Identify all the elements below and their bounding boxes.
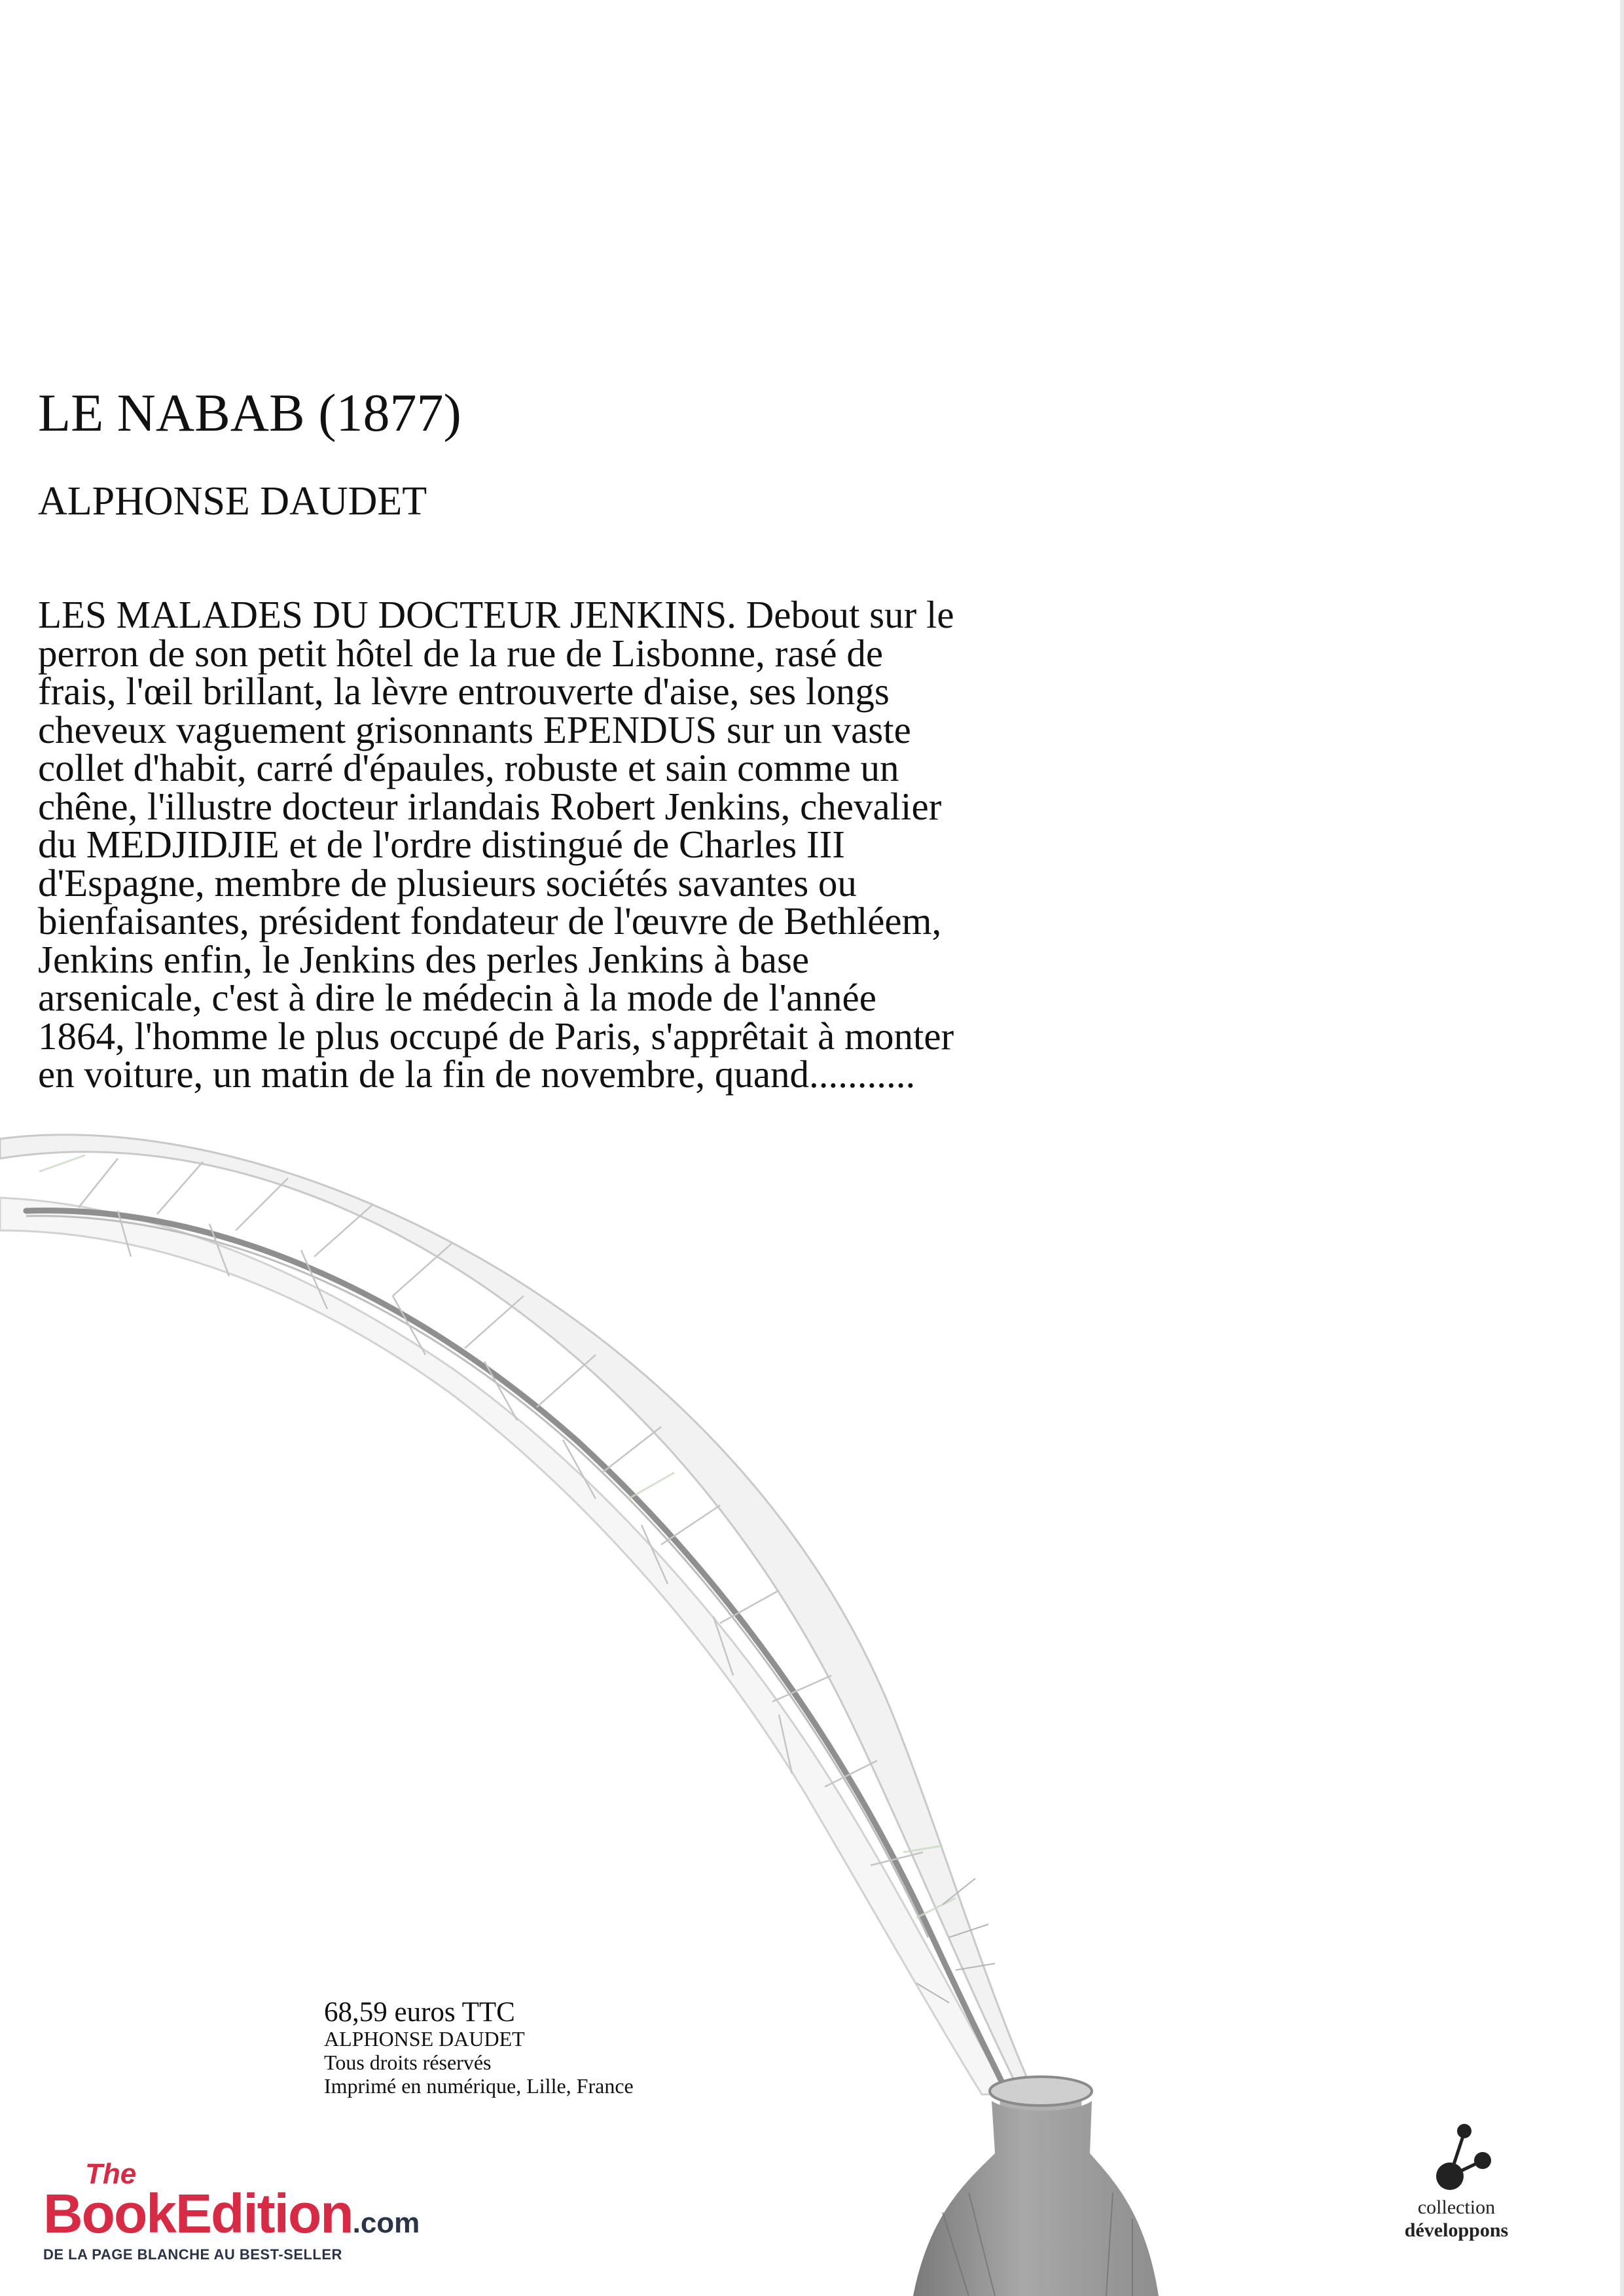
synopsis-line: cheveux vaguement grisonnants EPENDUS sur un vaste — [38, 708, 911, 751]
book-author: ALPHONSE DAUDET — [38, 479, 427, 524]
quill-and-inkwell-icon — [0, 1132, 1165, 2296]
synopsis-line: 1864, l'homme le plus occupé de Paris, s'apprêtait à monter — [38, 1014, 954, 1058]
synopsis-line: arsenicale, c'est à dire le médecin à la mode de l'année — [38, 976, 876, 1019]
imprint-printed: Imprimé en numérique, Lille, France — [324, 2074, 634, 2098]
synopsis-line: bienfaisantes, président fondateur de l'œuvre de Bethléem, — [38, 899, 942, 942]
logo-main: BookEdition — [43, 2183, 353, 2244]
logo-the: The — [85, 2158, 137, 2190]
imprint-block — [324, 1998, 634, 2098]
synopsis-line: frais, l'œil brillant, la lèvre entrouverte d'aise, ses longs — [38, 670, 890, 713]
synopsis — [38, 593, 1255, 1096]
collection-label: collection — [1417, 2197, 1496, 2218]
publisher-slogan: DE LA PAGE BLANCHE AU BEST-SELLER — [43, 2246, 342, 2263]
collection-logo — [1368, 2121, 1545, 2242]
publisher-logo — [43, 2160, 420, 2263]
synopsis-line: chêne, l'illustre docteur irlandais Robert Jenkins, chevalier — [38, 784, 942, 828]
price: 68,59 euros TTC — [324, 1997, 515, 2028]
synopsis-line: LES MALADES DU DOCTEUR JENKINS. Debout sur le — [38, 593, 954, 636]
logo-domain: .com — [352, 2207, 420, 2239]
synopsis-line: collet d'habit, carré d'épaules, robuste et sain comme un — [38, 746, 899, 789]
logo-wordmark — [43, 2183, 420, 2244]
imprint-author: ALPHONSE DAUDET — [324, 2027, 525, 2051]
collection-name: développons — [1404, 2219, 1509, 2241]
synopsis-line: en voiture, un matin de la fin de novembre, quand........... — [38, 1052, 916, 1096]
book-title: LE NABAB (1877) — [38, 383, 461, 442]
synopsis-line: Jenkins enfin, le Jenkins des perles Jenkins à base — [38, 937, 810, 981]
synopsis-line: perron de son petit hôtel de la rue de Lisbonne, rasé de — [38, 631, 883, 675]
page-edge — [1620, 0, 1624, 2296]
synopsis-line: du MEDJIDJIE et de l'ordre distingué de Charles III — [38, 823, 845, 866]
molecule-icon — [1417, 2121, 1496, 2193]
imprint-rights: Tous droits réservés — [324, 2051, 492, 2075]
synopsis-line: d'Espagne, membre de plusieurs sociétés savantes ou — [38, 861, 857, 905]
